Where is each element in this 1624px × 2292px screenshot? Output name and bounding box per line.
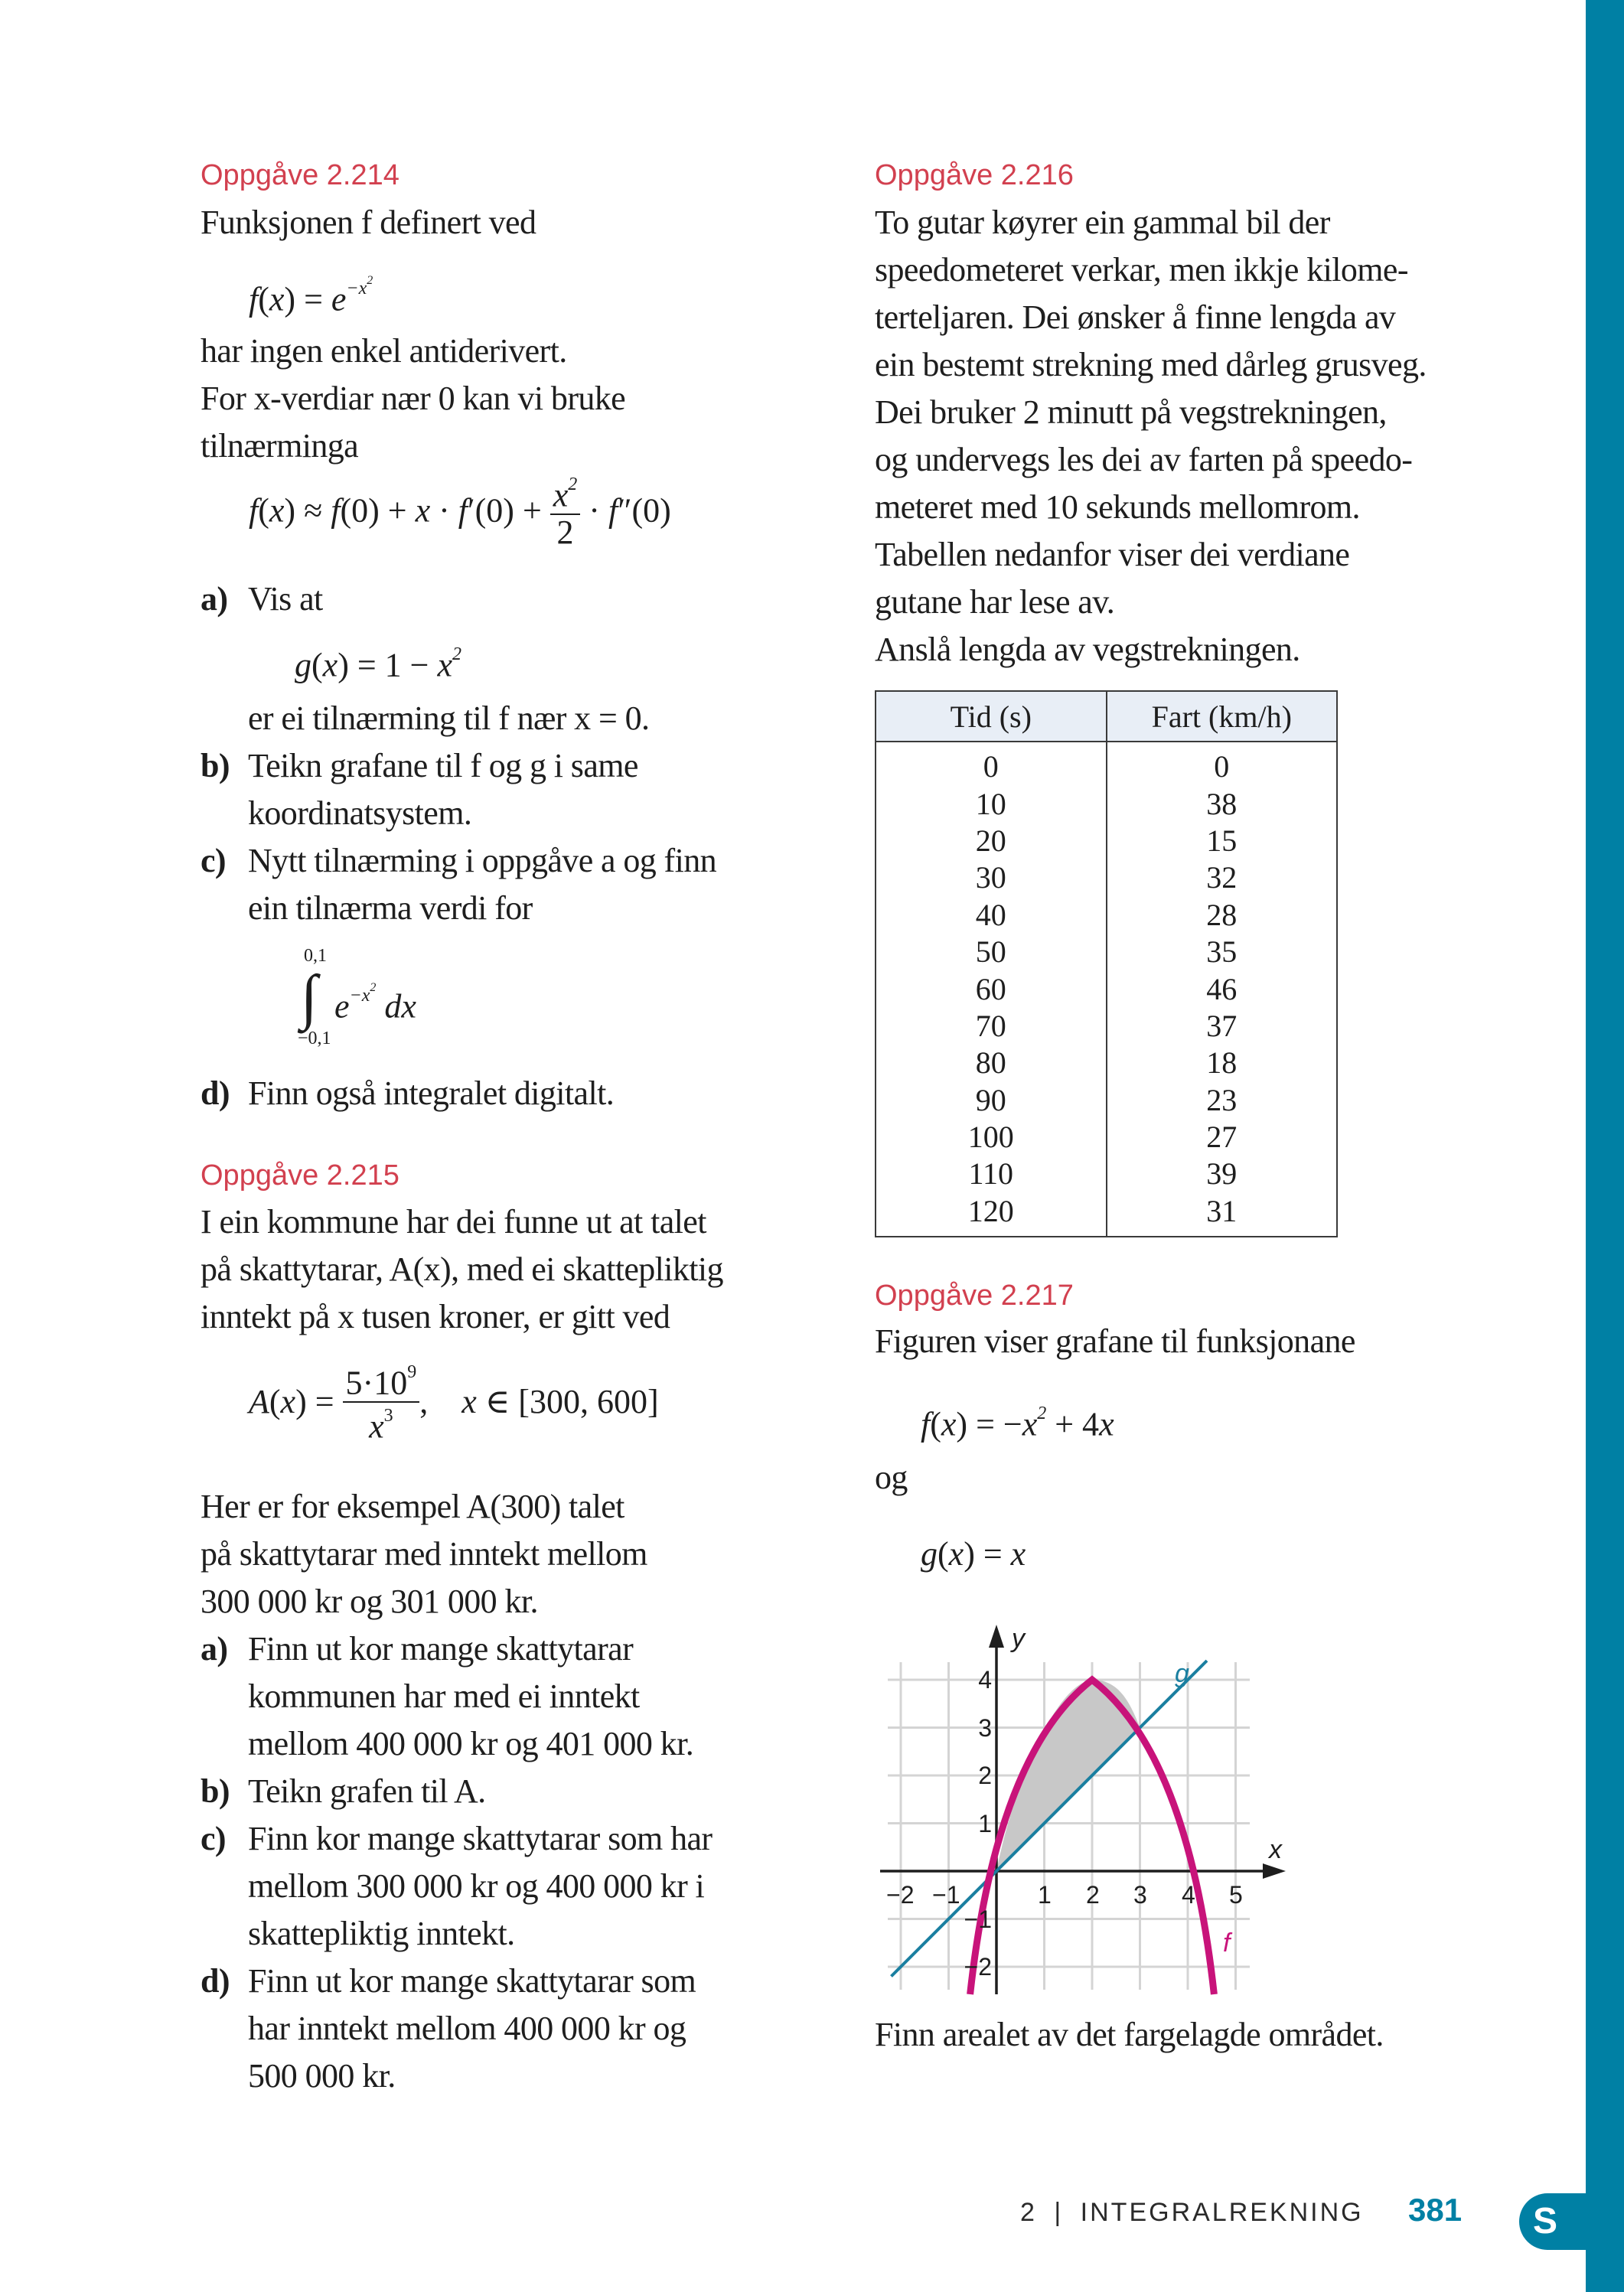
- text-line: på skattytarar med inntekt mellom: [201, 1535, 647, 1573]
- column-header-speed: Fart (km/h): [1107, 691, 1338, 742]
- task-2216-heading: Oppgåve 2.216: [875, 159, 1074, 191]
- y-tick: 4: [978, 1666, 992, 1694]
- table-row: [876, 934, 1337, 970]
- table-row: [876, 1156, 1337, 1192]
- text-line: Anslå lengda av vegstrekningen.: [875, 631, 1300, 668]
- integral-upper-limit: 0,1: [304, 946, 327, 966]
- y-axis-arrow-icon: [989, 1625, 1004, 1648]
- function-graph: [880, 1615, 1293, 2005]
- task-2215-item-c: [201, 1815, 797, 1958]
- cell-speed: 39: [1107, 1156, 1338, 1192]
- task-2214-item-d: [201, 1070, 797, 1117]
- task-2214-item-c: [201, 837, 797, 932]
- text-line: Tabellen nedanfor viser dei verdiane: [875, 536, 1350, 573]
- text-line: For x-verdiar nær 0 kan vi bruke: [201, 380, 626, 417]
- item-text: Nytt tilnærming i oppgåve a og finn: [248, 842, 717, 879]
- task-2217-connector: [875, 1454, 908, 1501]
- chapter-number: 2: [1020, 2198, 1037, 2227]
- chapter-side-band: [1586, 0, 1624, 2292]
- cell-time: 10: [876, 785, 1107, 822]
- task-2215-item-b: [201, 1768, 797, 1815]
- text-line: speedometeret verkar, men ikkje kilome-: [875, 251, 1408, 289]
- task-2217-intro: [875, 1318, 1355, 1365]
- item-label: d): [201, 1962, 230, 2000]
- table-row: [876, 897, 1337, 934]
- item-text: Teikn grafane til f og g i same: [248, 747, 638, 784]
- task-2217-heading: Oppgåve 2.217: [875, 1280, 1074, 1312]
- task-2215-item-a: [201, 1625, 797, 1768]
- page-number: 381: [1408, 2192, 1463, 2228]
- task-2214-heading: Oppgåve 2.214: [201, 159, 399, 191]
- table-row: [876, 1045, 1337, 1081]
- footer-separator: |: [1054, 2198, 1064, 2227]
- table-row: [876, 1193, 1337, 1237]
- item-text: mellom 300 000 kr og 400 000 kr i: [248, 1867, 705, 1905]
- y-tick: −2: [964, 1953, 992, 1981]
- item-text: Finn også integralet digitalt.: [248, 1074, 615, 1112]
- task-2215-example: [201, 1483, 647, 1625]
- text-line: I ein kommune har dei funne ut at talet: [201, 1203, 706, 1241]
- formula-A: A(x) = $\frac{5\cdot 10^9}{x^3}$ , x ∈ [300, 600]: [249, 1362, 659, 1447]
- x-tick: −2: [886, 1881, 915, 1909]
- item-label: c): [201, 1820, 226, 1857]
- text-line: inntekt på x tusen kroner, er gitt ved: [201, 1298, 670, 1335]
- text-line: meteret med 10 sekunds mellomrom.: [875, 488, 1360, 526]
- text-line: Figuren viser grafane til funksjonane: [875, 1322, 1355, 1360]
- cell-time: 70: [876, 1008, 1107, 1045]
- text-line: terteljaren. Dei ønsker å finne lengda av: [875, 298, 1396, 336]
- table-row: [876, 1008, 1337, 1045]
- formula-g-linear: g(x) = x: [921, 1535, 1026, 1573]
- y-tick: 1: [978, 1810, 992, 1837]
- cell-speed: 18: [1107, 1045, 1338, 1081]
- item-label: a): [201, 1630, 228, 1668]
- table-row: [876, 742, 1337, 785]
- text-line: 300 000 kr og 301 000 kr.: [201, 1583, 538, 1620]
- chapter-title: INTEGRALREKNING: [1080, 2198, 1364, 2227]
- intro-line: Funksjonen f definert ved: [201, 204, 536, 241]
- table-row: [876, 1119, 1337, 1156]
- item-label: b): [201, 747, 230, 784]
- cell-speed: 27: [1107, 1119, 1338, 1156]
- table-row: [876, 823, 1337, 859]
- cell-time: 30: [876, 859, 1107, 896]
- item-text: Teikn grafen til A.: [248, 1772, 486, 1810]
- text-line: og: [875, 1459, 908, 1496]
- text-line: ein bestemt strekning med dårleg grusveg.: [875, 346, 1427, 383]
- section-tab: S: [1519, 2193, 1603, 2250]
- text-line: Her er for eksempel A(300) talet: [201, 1488, 624, 1525]
- cell-time: 50: [876, 934, 1107, 970]
- table-header-row: [876, 691, 1337, 742]
- cell-time: 80: [876, 1045, 1107, 1081]
- task-2214-intro: [201, 199, 536, 246]
- item-text: skattepliktig inntekt.: [248, 1915, 515, 1952]
- item-text: kommunen har med ei inntekt: [248, 1677, 640, 1715]
- item-text: Finn ut kor mange skattytarar som: [248, 1962, 696, 2000]
- item-text: koordinatsystem.: [248, 794, 472, 832]
- formula-f-exp: $f(x) = e^{-x^2}$: [249, 274, 373, 318]
- text-line: Dei bruker 2 minutt på vegstrekningen,: [875, 393, 1387, 431]
- cell-time: 120: [876, 1193, 1107, 1237]
- item-label: c): [201, 842, 226, 879]
- item-text: er ei tilnærming til f nær x = 0.: [248, 699, 650, 737]
- task-2217-question: [875, 2011, 1384, 2059]
- task-2214-item-a-after: [201, 695, 797, 742]
- table-row: [876, 859, 1337, 896]
- x-tick: 3: [1133, 1881, 1147, 1909]
- cell-speed: 37: [1107, 1008, 1338, 1045]
- item-text: ein tilnærma verdi for: [248, 889, 533, 927]
- cell-time: 20: [876, 823, 1107, 859]
- table-row: [876, 785, 1337, 822]
- x-tick: 2: [1086, 1881, 1100, 1909]
- x-axis-arrow-icon: [1263, 1863, 1286, 1879]
- cell-time: 60: [876, 970, 1107, 1007]
- cell-time: 100: [876, 1119, 1107, 1156]
- table-row: [876, 1082, 1337, 1119]
- text-line: og undervegs les dei av farten på speedo-: [875, 441, 1413, 478]
- item-text: 500 000 kr.: [248, 2057, 396, 2095]
- x-tick-labels: [886, 1881, 1243, 1909]
- text-line: To gutar køyrer ein gammal bil der: [875, 204, 1330, 241]
- column-header-time: Tid (s): [876, 691, 1107, 742]
- text-line: tilnærminga: [201, 427, 359, 465]
- integral-expression: [295, 946, 524, 1053]
- cell-speed: 28: [1107, 897, 1338, 934]
- y-tick: 3: [978, 1714, 992, 1742]
- task-2216-text: [875, 199, 1427, 673]
- item-label: a): [201, 580, 228, 618]
- integral-sign: ∫: [301, 963, 318, 1031]
- cell-speed: 23: [1107, 1082, 1338, 1119]
- task-2215-heading: Oppgåve 2.215: [201, 1159, 399, 1192]
- cell-speed: 0: [1107, 742, 1338, 785]
- x-tick: −1: [932, 1881, 960, 1909]
- x-axis-label: x: [1269, 1835, 1282, 1864]
- cell-speed: 35: [1107, 934, 1338, 970]
- cell-time: 90: [876, 1082, 1107, 1119]
- item-text: Finn ut kor mange skattytarar: [248, 1630, 634, 1668]
- item-text: Finn kor mange skattytarar som har: [248, 1820, 713, 1857]
- integrand: $e^{-x^2}$ dx: [334, 981, 416, 1025]
- x-tick: 1: [1038, 1881, 1052, 1909]
- task-2215-item-d: [201, 1958, 797, 2100]
- x-tick: 5: [1229, 1881, 1243, 1909]
- item-text: Vis at: [248, 580, 323, 618]
- cell-speed: 31: [1107, 1193, 1338, 1237]
- task-2215-intro: [201, 1198, 723, 1341]
- cell-time: 0: [876, 742, 1107, 785]
- text-line: gutane har lese av.: [875, 583, 1115, 621]
- x-tick: 4: [1182, 1881, 1195, 1909]
- item-label: b): [201, 1772, 230, 1810]
- formula-f-quadratic: $f(x) = -x^2 + 4x$: [921, 1404, 1114, 1443]
- task-2214-text: [201, 328, 625, 470]
- cell-speed: 15: [1107, 823, 1338, 859]
- g-line: [892, 1661, 1208, 1977]
- task-2214-item-b: [201, 742, 797, 837]
- formula-g-approx: $g(x) = 1 - x^2$: [295, 644, 461, 684]
- g-curve-label: g: [1175, 1659, 1189, 1688]
- footer-chapter: [1020, 2198, 1364, 2228]
- task-2214-item-a: [201, 575, 797, 623]
- speed-table: [875, 690, 1338, 1237]
- f-curve-label: f: [1223, 1928, 1231, 1958]
- item-text: har inntekt mellom 400 000 kr og: [248, 2010, 686, 2047]
- formula-taylor: f(x) ≈ f(0) + x · f′(0) + $\frac{x^2}{2}$ · f″(0): [249, 474, 671, 553]
- cell-time: 40: [876, 897, 1107, 934]
- cell-speed: 46: [1107, 970, 1338, 1007]
- text-line: har ingen enkel antiderivert.: [201, 332, 567, 370]
- table-row: [876, 970, 1337, 1007]
- y-tick: 2: [978, 1762, 992, 1789]
- text-line: Finn arealet av det fargelagde området.: [875, 2016, 1384, 2053]
- cell-time: 110: [876, 1156, 1107, 1192]
- integral-lower-limit: −0,1: [298, 1029, 331, 1048]
- cell-speed: 32: [1107, 859, 1338, 896]
- y-tick: −1: [964, 1906, 992, 1933]
- y-axis-label: y: [1012, 1624, 1025, 1653]
- text-line: på skattytarar, A(x), med ei skattepliktig: [201, 1250, 723, 1288]
- item-label: d): [201, 1074, 230, 1112]
- item-text: mellom 400 000 kr og 401 000 kr.: [248, 1725, 694, 1762]
- cell-speed: 38: [1107, 785, 1338, 822]
